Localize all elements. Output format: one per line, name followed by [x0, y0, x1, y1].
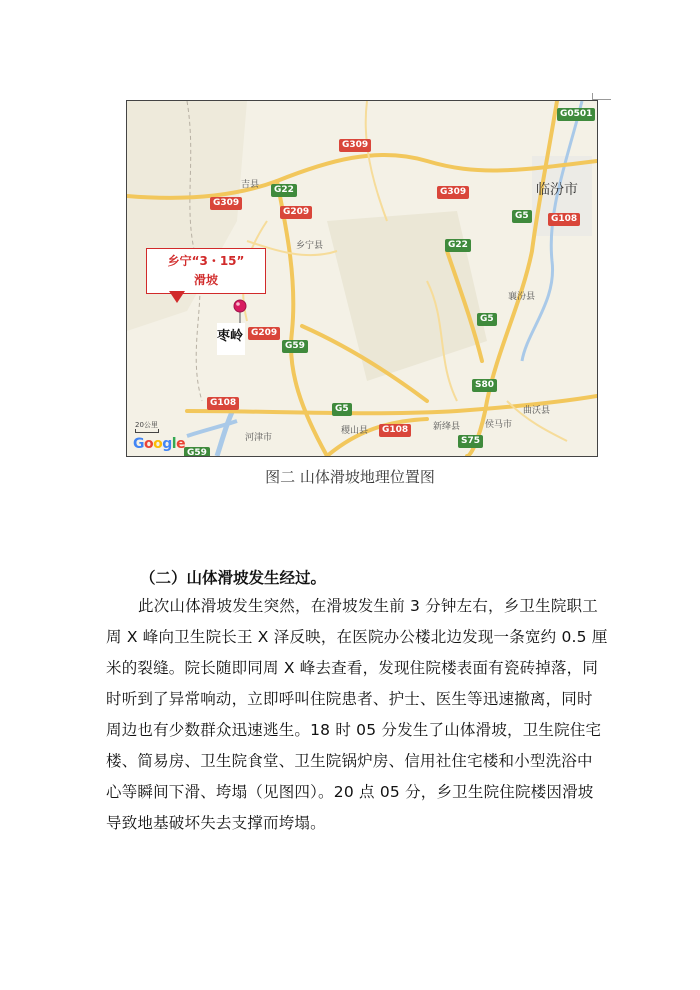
google-logo	[133, 436, 185, 452]
road-shield-g209: G209	[248, 327, 280, 340]
road-shield-g309: G309	[437, 186, 469, 199]
place-label-linfen: 临汾市	[536, 182, 578, 198]
paragraph-line: 周边也有少数群众迅速逃生。18 时 05 分发生了山体滑坡，卫生院住宅	[106, 721, 602, 739]
road-shield-g59: G59	[282, 340, 308, 353]
road-shield-g22: G22	[271, 184, 297, 197]
landslide-location-map	[126, 100, 598, 457]
google-logo-letter: o	[144, 436, 154, 452]
paragraph-line: 导致地基破坏失去支撑而垮塌。	[106, 814, 326, 832]
paragraph-line: 心等瞬间下滑、垮塌（见图四）。20 点 05 分，乡卫生院住院楼因滑坡	[106, 783, 594, 801]
road-shield-g5: G5	[477, 313, 497, 326]
road-shield-s80: S80	[472, 379, 497, 392]
scale-bar	[135, 429, 159, 433]
callout-tail	[169, 291, 185, 303]
landslide-callout	[146, 248, 266, 294]
marker-label-zaoling: 枣岭	[217, 323, 245, 355]
road-shield-g108: G108	[207, 397, 239, 410]
road-shield-g209: G209	[280, 206, 312, 219]
paragraph-line: 楼、简易房、卫生院食堂、卫生院锅炉房、信用社住宅楼和小型洗浴中	[106, 752, 593, 770]
road-shield-g5: G5	[512, 210, 532, 223]
callout-subtitle: 滑坡	[193, 273, 218, 287]
road-shield-g108: G108	[379, 424, 411, 437]
place-label-houma: 侯马市	[485, 420, 513, 430]
place-label-xiangfen: 襄汾县	[508, 292, 536, 302]
section-heading: （二）山体滑坡发生经过。	[140, 569, 327, 587]
place-label-xinjiang: 新绛县	[433, 422, 461, 432]
location-pin-icon	[232, 299, 248, 325]
google-logo-letter: l	[171, 436, 177, 452]
paragraph-line: 周 X 峰向卫生院长王 X 泽反映，在医院办公楼北边发现一条宽约 0.5 厘	[106, 628, 608, 646]
scale-label: 20公里	[135, 421, 158, 429]
road-shield-g59: G59	[184, 447, 210, 457]
callout-title: 乡宁“3・15”	[167, 254, 245, 268]
place-label-jixian: 吉县	[241, 180, 260, 190]
road-shield-g309: G309	[210, 197, 242, 210]
place-label-jishan: 稷山县	[341, 426, 369, 436]
place-label-quwo: 曲沃县	[523, 406, 551, 416]
place-label-xiangning: 乡宁县	[296, 241, 324, 251]
google-logo-letter: e	[176, 436, 186, 452]
page-corner-mark	[592, 93, 611, 100]
google-logo-letter: g	[162, 436, 172, 452]
road-shield-g309: G309	[339, 139, 371, 152]
google-logo-letter: o	[153, 436, 163, 452]
paragraph-line: 时听到了异常响动，立即呼叫住院患者、护士、医生等迅速撤离，同时	[106, 690, 593, 708]
figure-caption: 图二 山体滑坡地理位置图	[265, 468, 435, 486]
body-paragraph	[106, 591, 608, 839]
google-logo-letter: G	[133, 436, 144, 452]
place-label-hejin: 河津市	[245, 433, 273, 443]
road-shield-g22: G22	[445, 239, 471, 252]
road-shield-g108: G108	[548, 213, 580, 226]
paragraph-line: 米的裂缝。院长随即同周 X 峰去查看，发现住院楼表面有瓷砖掉落，同	[106, 659, 599, 677]
road-shield-g5: G5	[332, 403, 352, 416]
road-shield-g0501: G0501	[557, 108, 595, 121]
road-shield-s75: S75	[458, 435, 483, 448]
paragraph-line: 此次山体滑坡发生突然，在滑坡发生前 3 分钟左右，乡卫生院职工	[138, 597, 598, 615]
